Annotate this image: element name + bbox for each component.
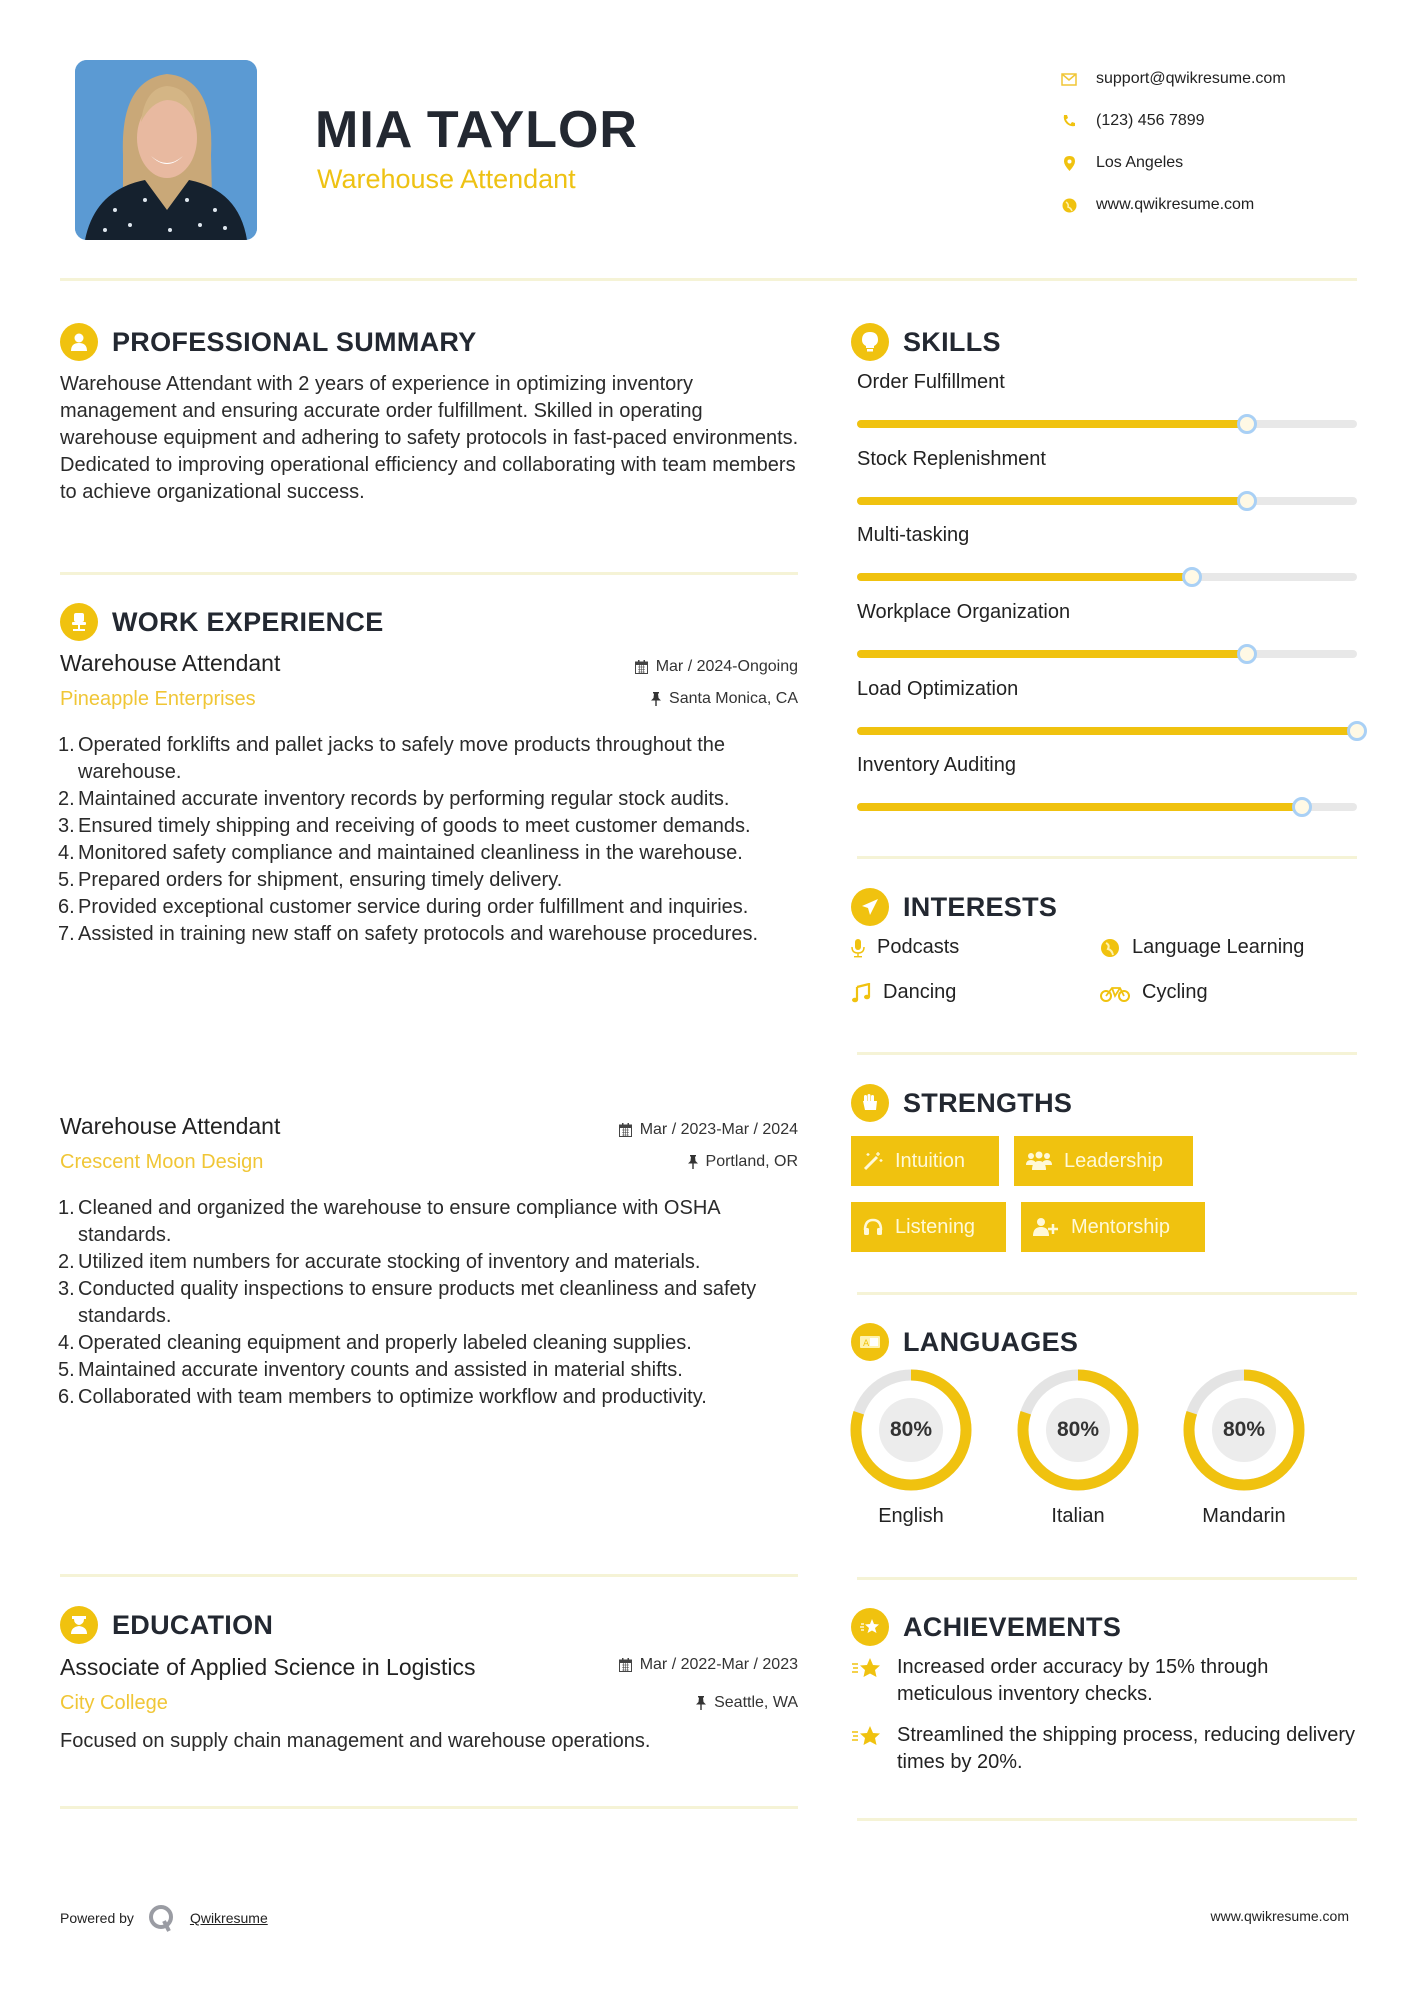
job-dates	[635, 658, 798, 676]
skill-item	[857, 524, 1357, 601]
fist-icon	[851, 1084, 889, 1122]
job-dates-text: Mar / 2024-Ongoing	[655, 658, 798, 675]
skill-slider[interactable]	[857, 497, 1357, 505]
education-description: Focused on supply chain management and warehouse operations.	[60, 1730, 651, 1752]
qwikresume-logo-icon	[148, 1903, 176, 1933]
section-work-experience	[60, 603, 384, 641]
map-pin-icon	[1058, 152, 1080, 174]
skill-label: Load Optimization	[857, 678, 1019, 700]
skill-item	[857, 448, 1357, 524]
paper-plane-icon	[851, 888, 889, 926]
slider-handle[interactable]	[1292, 797, 1312, 817]
lightbulb-icon	[851, 323, 889, 361]
job-location-text: Santa Monica, CA	[669, 690, 798, 707]
user-plus-icon	[1033, 1217, 1059, 1237]
skills-list	[857, 371, 1357, 831]
contact-location-text: Los Angeles	[1096, 154, 1184, 171]
magic-wand-icon	[863, 1151, 883, 1171]
education-dates	[619, 1656, 798, 1674]
job-company: Crescent Moon Design	[60, 1151, 264, 1173]
globe-icon	[1100, 938, 1120, 958]
section-divider	[60, 572, 798, 575]
section-divider	[857, 1577, 1357, 1580]
phone-icon	[1058, 110, 1080, 132]
job-title: Warehouse Attendant	[60, 650, 281, 676]
interest-label: Language Learning	[1132, 936, 1305, 958]
duty-item: 6. Provided exceptional customer service during order fulfillment and inquiries.	[58, 896, 749, 918]
contact-email-text: support@qwikresume.com	[1096, 70, 1286, 87]
school-name: City College	[60, 1692, 168, 1714]
skill-slider[interactable]	[857, 420, 1357, 428]
job-entry	[60, 1113, 798, 1411]
language-name: Italian	[1051, 1505, 1105, 1527]
education-location	[696, 1694, 798, 1712]
skill-label: Multi-tasking	[857, 524, 970, 546]
section-divider	[857, 856, 1357, 859]
language-percent: 80%	[889, 1418, 933, 1441]
language-percent: 80%	[1222, 1418, 1266, 1441]
interest-item	[1100, 981, 1208, 1004]
section-education	[60, 1606, 273, 1644]
duty-item: 1. Operated forklifts and pallet jacks to safely move products throughout the warehouse.	[58, 734, 726, 783]
bicycle-icon	[1100, 984, 1130, 1002]
education-title: EDUCATION	[112, 1609, 274, 1640]
interest-item	[851, 936, 959, 959]
duty-item: 5. Prepared orders for shipment, ensuring timely delivery.	[58, 869, 563, 891]
job-entry	[60, 650, 798, 948]
skill-item	[857, 601, 1357, 678]
skill-item	[857, 754, 1357, 831]
strength-label: Leadership	[1064, 1149, 1163, 1172]
microphone-icon	[851, 938, 865, 958]
star-icon	[851, 1722, 887, 1776]
section-divider	[857, 1052, 1357, 1055]
strength-chip	[1014, 1136, 1193, 1186]
contact-phone[interactable]	[1058, 100, 1358, 142]
slider-handle[interactable]	[1237, 644, 1257, 664]
section-divider	[60, 1574, 798, 1577]
strength-chip	[851, 1136, 999, 1186]
skill-item	[857, 371, 1357, 448]
summary-title: PROFESSIONAL SUMMARY	[112, 326, 477, 357]
language-name: English	[878, 1505, 944, 1527]
duty-item: 6. Collaborated with team members to optimize workflow and productivity.	[58, 1386, 707, 1408]
envelope-icon	[1058, 68, 1080, 90]
slider-handle[interactable]	[1237, 414, 1257, 434]
job-duties	[60, 732, 798, 948]
office-chair-icon	[60, 603, 98, 641]
contact-website-text: www.qwikresume.com	[1096, 196, 1255, 213]
skills-title: SKILLS	[903, 326, 1001, 357]
star-badge-icon	[851, 1608, 889, 1646]
footer-website[interactable]: www.qwikresume.com	[1210, 1908, 1349, 1924]
language-name: Mandarin	[1202, 1505, 1286, 1527]
language-item	[850, 1369, 972, 1528]
profile-photo	[75, 60, 257, 240]
duty-item: 1. Cleaned and organized the warehouse to ensure compliance with OSHA standards.	[58, 1197, 720, 1246]
strength-label: Listening	[895, 1215, 976, 1238]
duty-item: 5. Maintained accurate inventory counts and assisted in material shifts.	[58, 1359, 683, 1381]
languages-title: LANGUAGES	[903, 1326, 1079, 1357]
skill-label: Order Fulfillment	[857, 371, 1005, 393]
pushpin-icon	[696, 1696, 706, 1710]
candidate-role: Warehouse Attendant	[317, 164, 576, 194]
contact-location	[1058, 142, 1358, 184]
skill-slider[interactable]	[857, 573, 1357, 581]
strength-chip	[1021, 1202, 1205, 1252]
job-company: Pineapple Enterprises	[60, 688, 256, 710]
star-icon	[851, 1654, 887, 1708]
interest-item	[851, 981, 956, 1004]
contact-email[interactable]	[1058, 58, 1358, 100]
section-achievements	[851, 1608, 1121, 1646]
strength-label: Intuition	[895, 1149, 966, 1172]
contact-website[interactable]	[1058, 184, 1358, 226]
calendar-icon	[635, 660, 648, 674]
powered-by-label: Powered by	[60, 1910, 134, 1926]
contact-list	[1058, 58, 1358, 226]
slider-handle[interactable]	[1347, 721, 1367, 741]
contact-phone-text: (123) 456 7899	[1096, 112, 1205, 129]
job-location	[651, 690, 798, 708]
degree-title: Associate of Applied Science in Logistics	[60, 1654, 476, 1680]
duty-item: 2. Utilized item numbers for accurate stocking of inventory and materials.	[58, 1251, 701, 1273]
achievement-text: Streamlined the shipping process, reducing delivery times by 20%.	[897, 1724, 1356, 1773]
section-professional-summary	[60, 323, 477, 361]
strength-chip	[851, 1202, 1006, 1252]
language-item	[1017, 1369, 1139, 1528]
job-dates	[619, 1121, 798, 1139]
skill-slider[interactable]	[857, 727, 1357, 735]
slider-handle[interactable]	[1182, 567, 1202, 587]
headphones-icon	[863, 1218, 883, 1236]
job-location	[688, 1153, 798, 1171]
calendar-icon	[619, 1123, 632, 1137]
graduate-icon	[60, 1606, 98, 1644]
skill-slider[interactable]	[857, 803, 1357, 811]
job-duties	[60, 1195, 798, 1411]
achievements-title: ACHIEVEMENTS	[903, 1611, 1122, 1642]
skill-label: Inventory Auditing	[857, 754, 1016, 776]
job-location-text: Portland, OR	[705, 1153, 798, 1170]
education-entry	[60, 1654, 798, 1784]
slider-handle[interactable]	[1237, 491, 1257, 511]
interest-label: Cycling	[1142, 981, 1208, 1003]
skill-label: Workplace Organization	[857, 601, 1071, 623]
job-dates-text: Mar / 2023-Mar / 2024	[639, 1121, 798, 1138]
interest-label: Podcasts	[877, 936, 960, 958]
duty-item: 2. Maintained accurate inventory records by performing regular stock audits.	[58, 788, 730, 810]
music-note-icon	[851, 983, 871, 1003]
strength-label: Mentorship	[1071, 1215, 1170, 1238]
pushpin-icon	[688, 1155, 698, 1169]
translate-icon	[851, 1323, 889, 1361]
interest-label: Dancing	[883, 981, 957, 1003]
job-title: Warehouse Attendant	[60, 1113, 281, 1139]
section-skills	[851, 323, 1001, 361]
section-languages	[851, 1323, 1078, 1361]
achievement-item	[851, 1654, 1357, 1708]
duty-item: 3. Ensured timely shipping and receiving of goods to meet customer demands.	[58, 815, 751, 837]
candidate-name: MIA TAYLOR	[315, 101, 638, 159]
language-percent: 80%	[1056, 1418, 1100, 1441]
portrait-image	[75, 60, 257, 240]
footer-powered-by	[60, 1903, 268, 1933]
section-divider	[857, 1292, 1357, 1295]
duty-item: 3. Conducted quality inspections to ensure products met cleanliness and safety standards.	[58, 1278, 757, 1327]
users-icon	[1026, 1151, 1052, 1171]
skill-item	[857, 678, 1357, 754]
education-location-text: Seattle, WA	[714, 1694, 798, 1711]
svg-text:A: A	[863, 1339, 870, 1349]
qwikresume-link[interactable]: Qwikresume	[189, 1910, 268, 1926]
strengths-title: STRENGTHS	[903, 1087, 1073, 1118]
achievement-text: Increased order accuracy by 15% through meticulous inventory checks.	[897, 1656, 1269, 1705]
user-icon	[60, 323, 98, 361]
interest-item	[1100, 936, 1304, 959]
header-divider	[60, 278, 1357, 281]
section-strengths	[851, 1084, 1072, 1122]
calendar-icon	[619, 1658, 632, 1672]
education-dates-text: Mar / 2022-Mar / 2023	[639, 1656, 798, 1673]
skill-slider[interactable]	[857, 650, 1357, 658]
duty-item: 4. Operated cleaning equipment and properly labeled cleaning supplies.	[58, 1332, 692, 1354]
skill-label: Stock Replenishment	[857, 448, 1046, 470]
language-item	[1183, 1369, 1305, 1528]
duty-item: 4. Monitored safety compliance and maintained cleanliness in the warehouse.	[58, 842, 743, 864]
pushpin-icon	[651, 692, 661, 706]
section-divider	[857, 1818, 1357, 1821]
interests-title: INTERESTS	[903, 891, 1058, 922]
duty-item: 7. Assisted in training new staff on safety protocols and warehouse procedures.	[58, 923, 759, 945]
section-divider	[60, 1806, 798, 1809]
summary-text: Warehouse Attendant with 2 years of experience in optimizing inventory management and ensuring accurate order fulfillment. Skilled in operating warehouse equipment and adhering to safety protocols in fast-paced environments. Dedicated to improving operational efficiency and collaborating with team members to achieve organizational success.	[60, 373, 799, 503]
section-interests	[851, 888, 1057, 926]
globe-icon	[1058, 194, 1080, 216]
experience-title: WORK EXPERIENCE	[112, 606, 384, 637]
achievement-item	[851, 1722, 1357, 1776]
